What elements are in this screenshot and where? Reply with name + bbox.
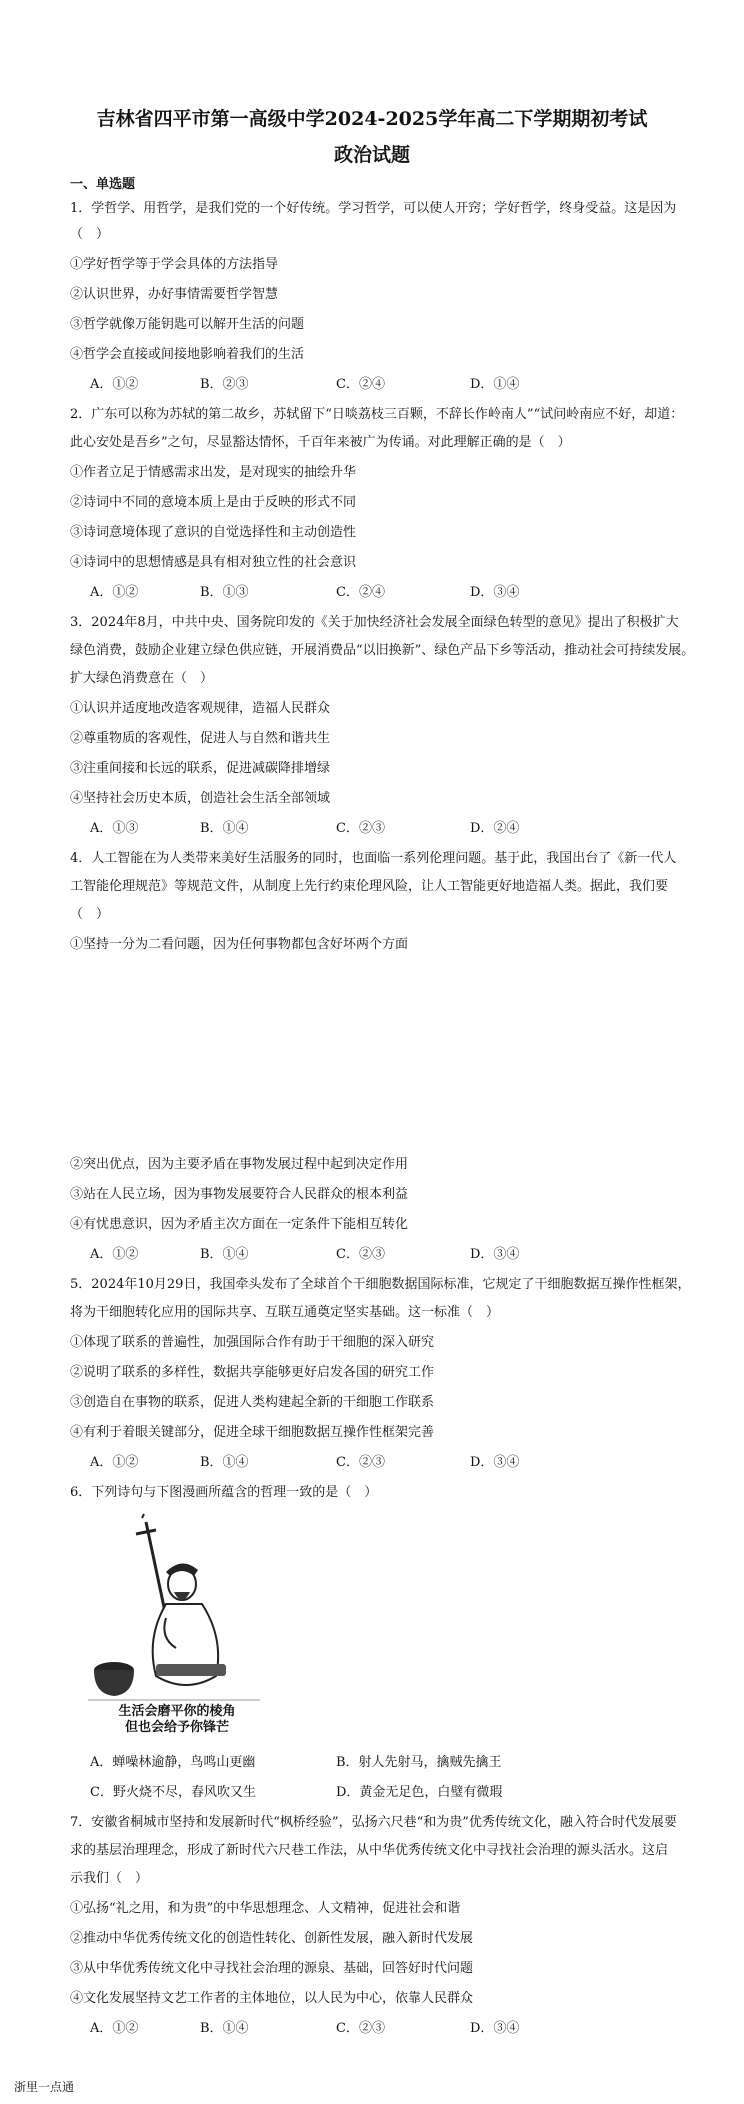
question-text: 示我们（ ） <box>70 1871 149 1886</box>
statement-item: ①作者立足于情感需求出发，是对现实的抽绘升华 <box>70 465 357 480</box>
statement-item: ④有利于着眼关键部分，促进全球干细胞数据互操作性框架完善 <box>70 1425 435 1440</box>
option-d[interactable]: D．③④ <box>470 585 520 600</box>
question-text: 3．2024年8月，中共中央、国务院印发的《关于加快经济社会发展全面绿色转型的意见》提出了积极扩大 <box>70 615 679 630</box>
question-text: 2．广东可以称为苏轼的第二故乡，苏轼留下“日啖荔枝三百颗，不辞长作岭南人”“试问岭南应不好，却道： <box>70 407 684 422</box>
caption-line: 生活会磨平你的棱角 <box>118 1704 236 1719</box>
option-c[interactable]: C．②③ <box>336 1455 385 1470</box>
statement-item: ④有忧患意识，因为矛盾主次方面在一定条件下能相互转化 <box>70 1217 409 1232</box>
statement-item: ①坚持一分为二看问题，因为任何事物都包含好坏两个方面 <box>70 937 409 952</box>
option-a[interactable]: A．①② <box>90 1247 139 1262</box>
question-text: 扩大绿色消费意在（ ） <box>70 671 214 686</box>
question-text: （ ） <box>70 907 110 922</box>
option-c[interactable]: C．②③ <box>336 821 385 836</box>
question-text: 求的基层治理理念，形成了新时代六尺巷工作法，从中华优秀传统文化中寻找社会治理的源头活水。这启 <box>70 1843 669 1858</box>
option-c[interactable]: C．②④ <box>336 585 385 600</box>
page-footer: 浙里一点通 <box>14 2080 75 2094</box>
option-b[interactable]: B．射人先射马，擒贼先擒王 <box>336 1755 502 1770</box>
statement-item: ②诗词中不同的意境本质上是由于反映的形式不同 <box>70 495 357 510</box>
section-heading: 一、单选题 <box>70 177 136 192</box>
option-c[interactable]: C．野火烧不尽，春风吹又生 <box>90 1785 256 1800</box>
question-text: 4．人工智能在为人类带来美好生活服务的同时，也面临一系列伦理问题。基于此，我国出台了《新一代人 <box>70 851 677 866</box>
question-text: 此心安处是吾乡”之句，尽显豁达情怀，千百年来被广为传诵。对此理解正确的是（ ） <box>70 435 571 450</box>
option-b[interactable]: B．①④ <box>200 2021 249 2036</box>
option-d[interactable]: D．③④ <box>470 1247 520 1262</box>
caption-line: 但也会给予你锋芒 <box>124 1720 229 1735</box>
statement-item: ①学好哲学等于学会具体的方法指导 <box>70 257 279 272</box>
statement-item: ①弘扬“礼之用，和为贵”的中华思想理念、人文精神，促进社会和谐 <box>70 1901 461 1916</box>
question-text: 5．2024年10月29日，我国牵头发布了全球首个干细胞数据国际标准，它规定了干细胞数据互操作性框架， <box>70 1277 691 1292</box>
option-b[interactable]: B．①③ <box>200 585 249 600</box>
question-text: 6．下列诗句与下图漫画所蕴含的哲理一致的是（ ） <box>70 1485 378 1500</box>
option-c[interactable]: C．②③ <box>336 1247 385 1262</box>
statement-item: ②尊重物质的客观性，促进人与自然和谐共生 <box>70 731 331 746</box>
exam-title: 吉林省四平市第一高级中学2024-2025学年高二下学期期初考试 <box>96 108 648 130</box>
statement-item: ①体现了联系的普遍性，加强国际合作有助于干细胞的深入研究 <box>70 1335 435 1350</box>
option-c[interactable]: C．②③ <box>336 2021 385 2036</box>
question-text: 7．安徽省桐城市坚持和发展新时代“枫桥经验”，弘扬六尺巷“和为贵”优秀传统文化，融入符合时代发展要 <box>70 1815 677 1830</box>
option-a[interactable]: A．①② <box>90 377 139 392</box>
statement-item: ③站在人民立场，因为事物发展要符合人民群众的根本利益 <box>70 1187 409 1202</box>
option-d[interactable]: D．黄金无足色，白璧有微瑕 <box>336 1785 503 1800</box>
option-b[interactable]: B．①④ <box>200 1455 249 1470</box>
statement-item: ②说明了联系的多样性，数据共享能够更好启发各国的研究工作 <box>70 1365 435 1380</box>
question-text: 1．学哲学、用哲学，是我们党的一个好传统。学习哲学，可以使人开窍；学好哲学，终身受益。这是因为 <box>70 201 677 216</box>
cartoon-caption <box>92 1704 262 1736</box>
option-a[interactable]: A．①② <box>90 1455 139 1470</box>
option-b[interactable]: B．①④ <box>200 1247 249 1262</box>
option-d[interactable]: D．②④ <box>470 821 520 836</box>
option-a[interactable]: A．①② <box>90 585 139 600</box>
option-c[interactable]: C．②④ <box>336 377 385 392</box>
question-text: 工智能伦理规范》等规范文件，从制度上先行约束伦理风险，让人工智能更好地造福人类。据此，我们要 <box>70 879 669 894</box>
statement-item: ②认识世界，办好事情需要哲学智慧 <box>70 287 279 302</box>
option-a[interactable]: A．①③ <box>90 821 139 836</box>
question-text: 绿色消费，鼓励企业建立绿色供应链，开展消费品“以旧换新”、绿色产品下乡等活动，推动社会可持续发展。 <box>70 643 695 658</box>
option-d[interactable]: D．③④ <box>470 2021 520 2036</box>
option-d[interactable]: D．①④ <box>470 377 520 392</box>
exam-subtitle: 政治试题 <box>333 144 410 166</box>
option-b[interactable]: B．②③ <box>200 377 249 392</box>
option-a[interactable]: A．①② <box>90 2021 139 2036</box>
statement-item: ②突出优点，因为主要矛盾在事物发展过程中起到决定作用 <box>70 1157 409 1172</box>
statement-item: ③创造自在事物的联系，促进人类构建起全新的干细胞工作联系 <box>70 1395 435 1410</box>
statement-item: ②推动中华优秀传统文化的创造性转化、创新性发展，融入新时代发展 <box>70 1931 474 1946</box>
statement-item: ④哲学会直接或间接地影响着我们的生活 <box>70 347 305 362</box>
option-a[interactable]: A．蝉噪林逾静，鸟鸣山更幽 <box>90 1755 256 1770</box>
question-text: 将为干细胞转化应用的国际共享、互联互通奠定坚实基础。这一标准（ ） <box>70 1305 500 1320</box>
cartoon-image <box>86 1508 262 1738</box>
statement-item: ③诗词意境体现了意识的自觉选择性和主动创造性 <box>70 525 357 540</box>
statement-item: ④坚持社会历史本质，创造社会生活全部领域 <box>70 791 331 806</box>
statement-item: ③注重间接和长远的联系，促进减碳降排增绿 <box>70 761 331 776</box>
statement-item: ③哲学就像万能钥匙可以解开生活的问题 <box>70 317 305 332</box>
statement-item: ③从中华优秀传统文化中寻找社会治理的源泉、基础，回答好时代问题 <box>70 1961 474 1976</box>
question-text: （ ） <box>70 227 110 242</box>
option-d[interactable]: D．③④ <box>470 1455 520 1470</box>
option-b[interactable]: B．①④ <box>200 821 249 836</box>
statement-item: ④文化发展坚持文艺工作者的主体地位，以人民为中心，依靠人民群众 <box>70 1991 474 2006</box>
statement-item: ④诗词中的思想情感是具有相对独立性的社会意识 <box>70 555 357 570</box>
statement-item: ①认识并适度地改造客观规律，造福人民群众 <box>70 701 331 716</box>
